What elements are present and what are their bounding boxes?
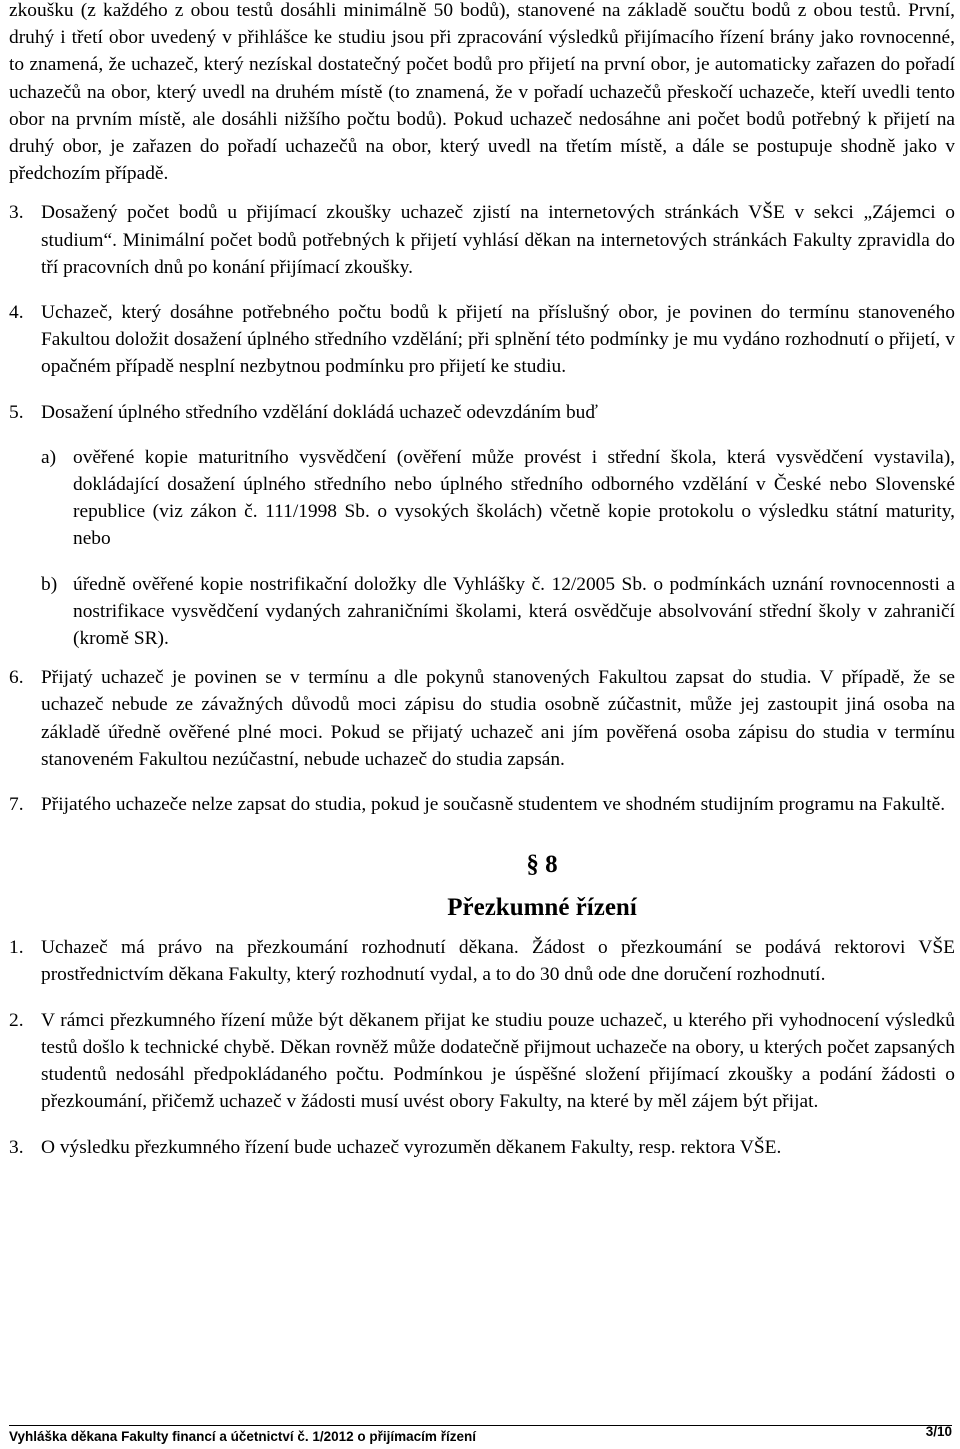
page-number: 3/10 <box>925 1424 952 1439</box>
section-title: Přezkumné řízení <box>447 894 637 922</box>
document-body <box>9 0 955 1161</box>
sub-item-a <box>9 444 955 553</box>
item-text: O výsledku přezkumného řízení bude uchazeč vyrozuměn děkanem Fakulty, resp. rektora VŠE. <box>41 1136 782 1158</box>
item-text: Uchazeč má právo na přezkoumání rozhodnutí děkana. Žádost o přezkoumání se podává rektorovi VŠE prostřednictvím děkana Fakulty, který rozhodnutí vydal, a to do 30 dnů ode dne doručení rozhodnutí. <box>41 937 955 986</box>
item-number: 4. <box>9 302 24 324</box>
footer-document-title: Vyhláška děkana Fakulty financí a účetnictví č. 1/2012 o přijímacím řízení <box>9 1429 476 1444</box>
sub-item-letter: a) <box>41 446 57 468</box>
item-text: Přijatého uchazeče nelze zapsat do studia, pokud je současně studentem ve shodném studijním programu na Fakultě. <box>41 794 946 816</box>
item-text: Dosažený počet bodů u přijímací zkoušky uchazeč zjistí na internetových stránkách VŠE v sekci „Zájemci o studium“. Minimální počet bodů potřebných k přijetí vyhlásí děkan na internetových stránkách Fakulty zpravidla do tří pracovních dnů po konání přijímací zkoušky. <box>41 202 955 278</box>
item-number: 3. <box>9 1136 24 1158</box>
intro-paragraph: zkoušku (z každého z obou testů dosáhli minimálně 50 bodů), stanovené na základě součtu bodů z obou testů. První, druhý i třetí obor uvedený v přihlášce ke studiu jsou při zpracování výsledků přijímacího řízení brány jako rovnocenné, to znamená, že uchazeč, který nezískal dostatečný počet bodů pro přijetí na první obor, je automaticky zařazen do pořadí uchazečů na obor, který uvedl na druhém místě (to znamená, že v pořadí uchazečů přeskočí uchazeče, kteří uvedli tento obor na prvním místě, ale dosáhli nižšího počtu bodů). Pokud uchazeč nedosáhne ani počet bodů potřebný k přijetí na druhý obor, je zařazen do pořadí uchazečů na obor, který uvedl na třetím místě, a dále se postupuje shodně jako v předchozím případě. <box>9 0 955 185</box>
list-item-7 <box>9 791 955 818</box>
review-item-2 <box>9 1007 955 1116</box>
item-number: 7. <box>9 794 24 816</box>
sub-item-b <box>9 571 955 653</box>
page-footer <box>9 1425 952 1448</box>
list-item-5 <box>9 399 955 426</box>
item-text: Přijatý uchazeč je povinen se v termínu a dle pokynů stanovených Fakultou zapsat do studia. V případě, že se uchazeč nebude ze závažných důvodů moci zápisu do studia osobně zúčastnit, může jej zastoupit jiná osoba na základě úředně ověřené plné moci. Pokud se přijatý uchazeč ani jím pověřená osoba zápisu do studia v termínu stanoveném Fakultou nezúčastní, nebude uchazeč do studia zapsán. <box>41 667 955 770</box>
item-number: 5. <box>9 401 24 423</box>
item-number: 6. <box>9 667 24 689</box>
list-item-3 <box>9 199 955 281</box>
item-text: Dosažení úplného středního vzdělání dokládá uchazeč odevzdáním buď <box>41 401 598 423</box>
sub-item-letter: b) <box>41 573 58 595</box>
item-text: Uchazeč, který dosáhne potřebného počtu bodů k přijetí na příslušný obor, je povinen do termínu stanoveného Fakultou doložit dosažení úplného středního vzdělání; při splnění této podmínky je mu vydáno rozhodnutí o přijetí, v opačném případě nesplní nezbytnou podmínku pro přijetí ke studiu. <box>41 302 955 378</box>
review-item-1 <box>9 934 955 988</box>
item-text: V rámci přezkumného řízení může být děkanem přijat ke studiu pouze uchazeč, u kterého při vyhodnocení výsledků testů došlo k technické chybě. Děkan rovněž může dodatečně přijmout uchazeče na obory, u kterých počet zapsaných studentů nedosáhl předpokládaného počtu. Podmínkou je úspěšné složení přijímací zkoušky a podání žádosti o přezkoumání, přičemž uchazeč v žádosti musí uvést obory Fakulty, na které by měl zájem být přijat. <box>41 1009 955 1113</box>
sub-item-text: ověřené kopie maturitního vysvědčení (ověření může provést i střední škola, která vysvědčení vystavila), dokládající dosažení úplného středního nebo úplného středního odborného vzdělání v České nebo Slovenské republice (viz zákon č. 111/1998 Sb. o vysokých školách) včetně kopie protokolu o výsledku státní maturity, nebo <box>73 446 955 550</box>
review-item-3 <box>9 1134 955 1161</box>
list-item-4 <box>9 299 955 381</box>
section-number-heading: § 8 <box>526 851 558 879</box>
item-number: 2. <box>9 1009 24 1031</box>
sub-item-text: úředně ověřené kopie nostrifikační doložky dle Vyhlášky č. 12/2005 Sb. o podmínkách uznání rovnocennosti a nostrifikace vysvědčení vydaných zahraničními školami, která osvědčuje absolvování střední školy v zahraničí (kromě SR). <box>73 573 955 650</box>
list-item-6 <box>9 664 955 773</box>
item-number: 1. <box>9 937 24 959</box>
item-number: 3. <box>9 202 24 224</box>
